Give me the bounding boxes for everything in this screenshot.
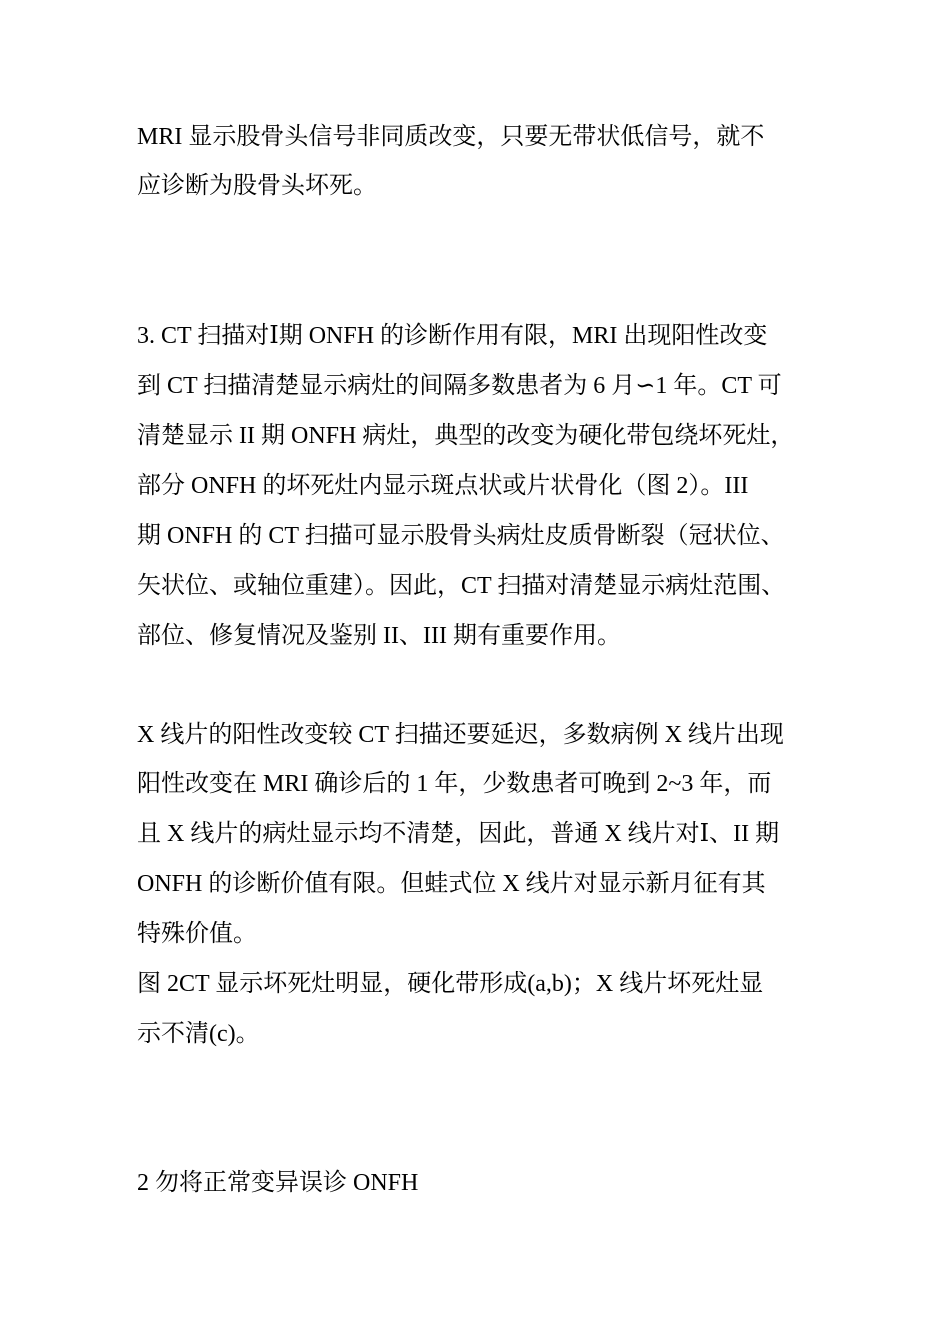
text-line: 期 ONFH 的 CT 扫描可显示股骨头病灶皮质骨断裂（冠状位、 (137, 523, 785, 549)
text-line: X 线片的阳性改变较 CT 扫描还要延迟，多数病例 X 线片出现 (137, 722, 784, 748)
text-line: ONFH 的诊断价值有限。但蛙式位 X 线片对显示新月征有其 (137, 871, 766, 897)
text-line: 部位、修复情况及鉴别 II、III 期有重要作用。 (137, 623, 621, 649)
text-line: MRI 显示股骨头信号非同质改变，只要无带状低信号，就不 (137, 124, 765, 150)
text-line: 应诊断为股骨头坏死。 (137, 173, 377, 199)
text-line: 部分 ONFH 的坏死灶内显示斑点状或片状骨化（图 2）。III (137, 473, 749, 499)
text-line: 特殊价值。 (137, 921, 257, 947)
text-line: 到 CT 扫描清楚显示病灶的间隔多数患者为 6 月∽1 年。CT 可 (137, 373, 782, 399)
text-line: 矢状位、或轴位重建）。因此，CT 扫描对清楚显示病灶范围、 (137, 573, 786, 599)
text-line: 阳性改变在 MRI 确诊后的 1 年，少数患者可晚到 2~3 年，而 (137, 771, 772, 797)
figure-caption-line: 示不清(c)。 (137, 1021, 260, 1047)
text-line: 清楚显示 II 期 ONFH 病灶，典型的改变为硬化带包绕坏死灶， (137, 423, 795, 449)
text-line: 3. CT 扫描对Ⅰ期 ONFH 的诊断作用有限，MRI 出现阳性改变 (137, 323, 768, 349)
section-heading: 2 勿将正常变异误诊 ONFH (137, 1170, 419, 1196)
figure-caption-line: 图 2CT 显示坏死灶明显，硬化带形成(a,b)；X 线片坏死灶显 (137, 971, 764, 997)
text-line: 且 X 线片的病灶显示均不清楚，因此，普通 X 线片对Ⅰ、II 期 (137, 821, 780, 847)
